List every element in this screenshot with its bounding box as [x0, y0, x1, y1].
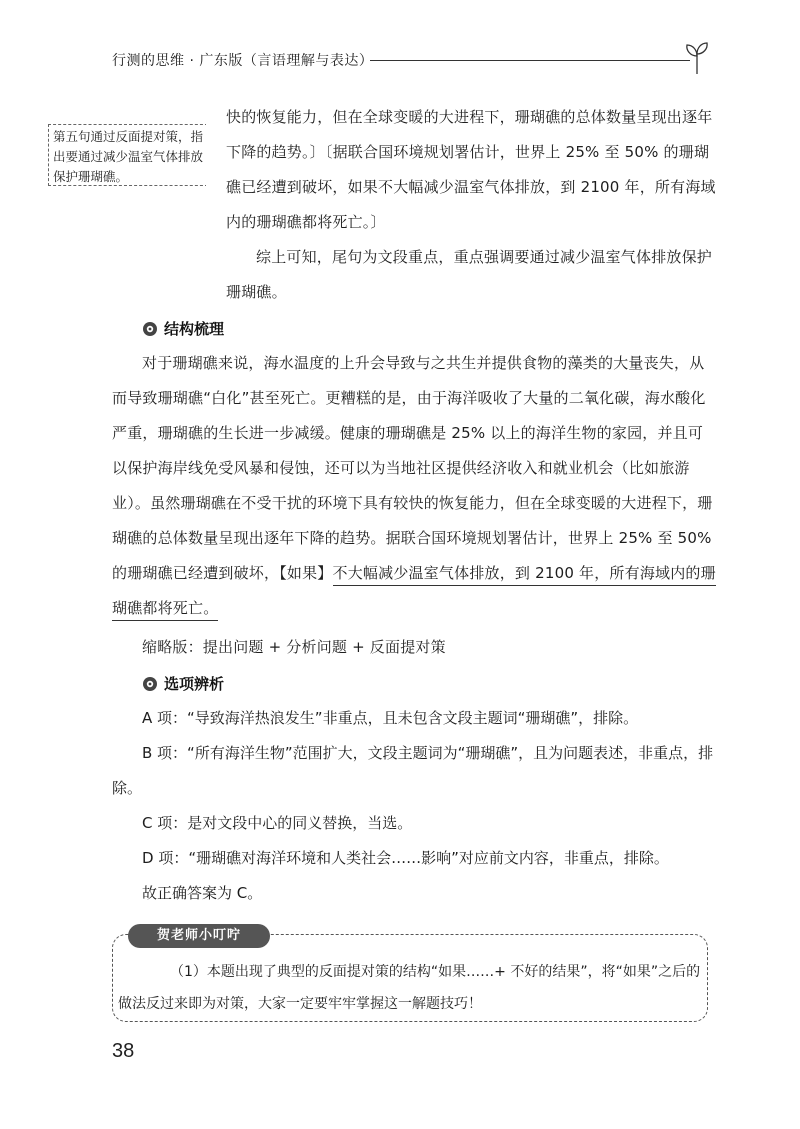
- option-c-analysis: C 项：是对文段中心的同义替换，当选。: [142, 814, 413, 832]
- tip-text: （1）本题出现了典型的反面提对策的结构“如果……+ 不好的结果”，将“如果”之后的做法反过来即为对策，大家一定要牢牢掌握这一解题技巧！: [118, 964, 701, 1012]
- structure-summary: 缩略版：提出问题 + 分析问题 + 反面提对策: [142, 638, 446, 656]
- gear-badge-icon: [142, 676, 158, 692]
- option-d-analysis: D 项：“珊瑚礁对海洋环境和人类社会……影响”对应前文内容，非重点，排除。: [142, 849, 669, 867]
- margin-note: [48, 124, 208, 186]
- margin-note-text: 第五句通过反面提对策，指出要通过减少温室气体排放保护珊瑚礁。: [53, 129, 204, 184]
- tip-label: 贺老师小叮咛: [128, 924, 270, 948]
- structure-body: [112, 346, 718, 626]
- header-title: 行测的思维 · 广东版（言语理解与表达）: [112, 53, 374, 69]
- section-heading-options: [142, 673, 224, 694]
- section-heading-structure: [142, 318, 224, 339]
- header-rule: [370, 60, 690, 61]
- gear-badge-icon: [142, 321, 158, 337]
- option-b-analysis: B 项：“所有海洋生物”范围扩大，文段主题词为“珊瑚礁”，且为问题表述，非重点，排除。: [112, 744, 714, 797]
- correct-answer: 故正确答案为 C。: [142, 884, 263, 902]
- page-number: 38: [112, 1040, 135, 1062]
- analysis-paragraph-continued: 快的恢复能力，但在全球变暖的大进程下，珊瑚礁的总体数量呈现出逐年下降的趋势。〕〔据联合国环境规划署估计，世界上 25% 至 50% 的珊瑚礁已经遭到破坏，如果不大幅减少温室气体排放，到 2100 年，所有海域内的珊瑚礁都将死亡。〕: [226, 108, 716, 231]
- section-title-structure: 结构梳理: [164, 320, 225, 338]
- sprout-icon: [682, 40, 712, 76]
- structure-body-text: 对于珊瑚礁来说，海水温度的上升会导致与之共生并提供食物的藻类的大量丧失，从而导致珊瑚礁“白化”甚至死亡。更糟糕的是，由于海洋吸收了大量的二氧化碳，海水酸化严重，珊瑚礁的生长进一步减缓。健康的珊瑚礁是 25% 以上的海洋生物的家园，并且可以保护海岸线免受风暴和侵蚀，还可以为当地社区提供经济收入和就业机会（比如旅游业）。虽然珊瑚礁在不受干扰的环境下具有较快的恢复能力，但在全球变暖的大进程下，珊瑚礁的总体数量呈现出逐年下降的趋势。据联合国环境规划署估计，世界上 25% 至 50% 的珊瑚礁已经遭到破坏，: [112, 354, 713, 582]
- analysis-conclusion: 综上可知，尾句为文段重点，重点强调要通过减少温室气体排放保护珊瑚礁。: [226, 248, 713, 301]
- margin-note-edge: [206, 124, 210, 188]
- section-title-options: 选项辨析: [164, 675, 225, 693]
- page-header: [112, 40, 712, 76]
- option-a-analysis: A 项：“导致海洋热浪发生”非重点，且未包含文段主题词“珊瑚礁”，排除。: [142, 709, 639, 727]
- structure-keyword: 【如果】: [279, 564, 333, 582]
- structure-underlined-text: 不大幅减少温室气体排放，到 2100 年，所有海域内的珊瑚礁都将死亡。: [112, 564, 716, 621]
